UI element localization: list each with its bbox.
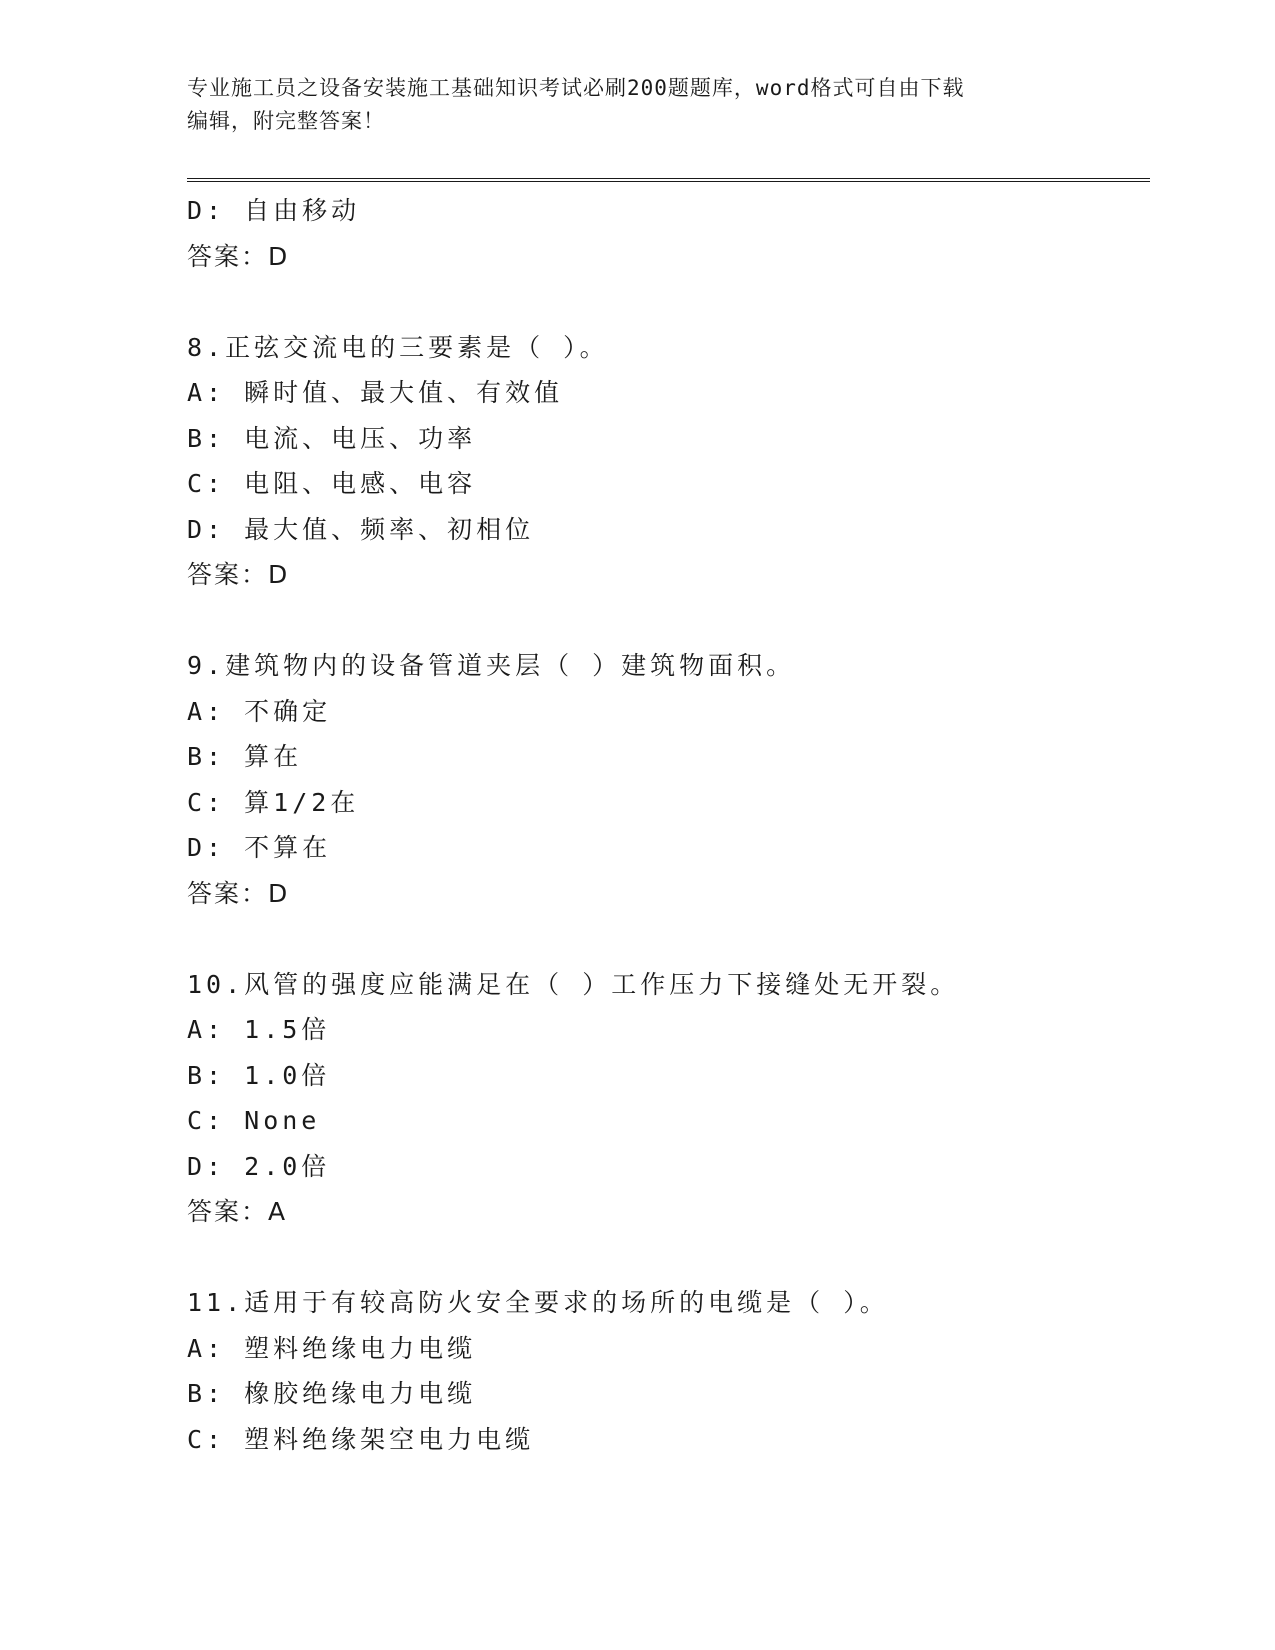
option-b: B: 算在 [187, 742, 303, 771]
option-b: B: 电流、电压、功率 [187, 423, 477, 453]
question-stem: 11.适用于有较高防火安全要求的场所的电缆是（ ）。 [187, 1288, 889, 1317]
header-line-2: 编辑，附完整答案！ [187, 109, 385, 133]
answer-line: 答案：A [187, 1197, 288, 1226]
option-d: D: 最大值、频率、初相位 [187, 514, 535, 544]
option-c: C: 塑料绝缘架空电力电缆 [187, 1424, 535, 1454]
spacer [187, 598, 1150, 644]
option-d: D: 不算在 [187, 833, 332, 862]
option-c: C: 算1/2在 [187, 787, 360, 817]
question-stem: 10.风管的强度应能满足在（ ）工作压力下接缝处无开裂。 [187, 969, 960, 999]
document-header [187, 72, 1087, 138]
option-d: D: 2.0倍 [187, 1151, 331, 1181]
spacer [187, 279, 1150, 325]
option-d: D: 自由移动 [187, 196, 361, 225]
option-b: B: 橡胶绝缘电力电缆 [187, 1379, 477, 1408]
option-c: C: 电阻、电感、电容 [187, 469, 477, 498]
answer-line: 答案：D [187, 241, 290, 271]
question-stem: 8.正弦交流电的三要素是（ ）。 [187, 332, 609, 362]
answer-line: 答案：D [187, 560, 290, 589]
question-stem: 9.建筑物内的设备管道夹层（ ）建筑物面积。 [187, 651, 796, 680]
header-line-1: 专业施工员之设备安装施工基础知识考试必刷200题题库，word格式可自由下载 [187, 76, 965, 100]
option-a: A: 不确定 [187, 696, 332, 726]
option-c: C: None [187, 1106, 321, 1135]
option-a: A: 塑料绝缘电力电缆 [187, 1333, 477, 1363]
option-b: B: 1.0倍 [187, 1060, 331, 1090]
question-list [187, 188, 1150, 1462]
option-a: A: 1.5倍 [187, 1015, 331, 1044]
spacer [187, 1235, 1150, 1281]
answer-line: 答案：D [187, 878, 290, 908]
option-a: A: 瞬时值、最大值、有效值 [187, 378, 564, 407]
spacer [187, 916, 1150, 962]
header-divider [187, 178, 1150, 182]
